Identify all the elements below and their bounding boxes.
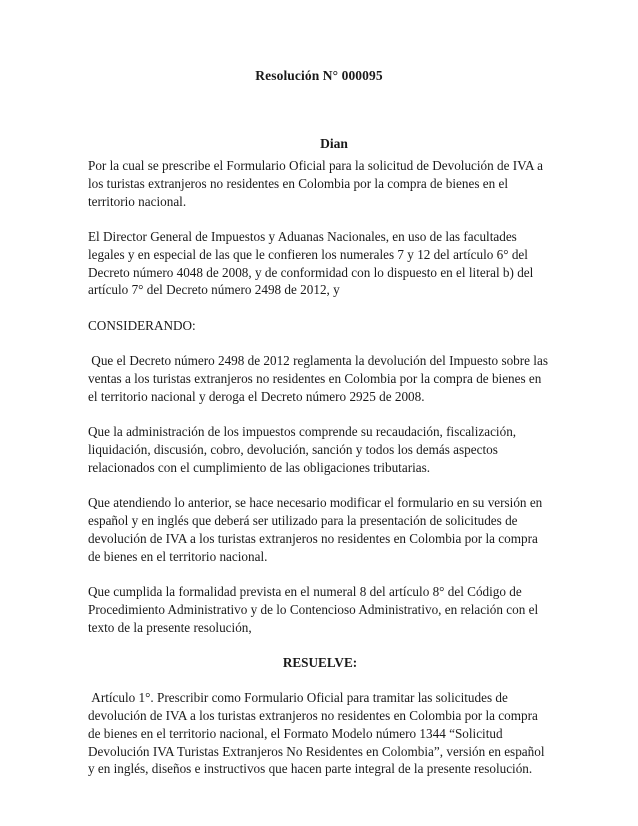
resolution-title: Resolución N° 000095 [255,68,383,83]
issuing-entity: Dian [320,136,348,151]
resuelve-heading: RESUELVE: [282,654,358,670]
purpose-paragraph: Por la cual se prescribe el Formulario Oficial para la solicitud de Devolución de IVA a los turistas extranjeros no residentes en Colombia por la compra de bienes en el territorio nacional. [88,158,543,209]
considerando-paragraph-2: Que la administración de los impuestos comprende su recaudación, fiscalización, liquidación, discusión, cobro, devolución, sanción y todos los demás aspectos relacionados con el cumplimiento de las obligaciones tributarias. [88,424,517,475]
considerando-heading: CONSIDERANDO: [88,317,196,333]
considerando-paragraph-1: Que el Decreto número 2498 de 2012 reglamenta la devolución del Impuesto sobre las ventas a los turistas extranjeros no residentes en Colombia por la compra de bienes en el territorio nacional y deroga el Decreto número 2925 de 2008. [88,353,548,404]
considerando-paragraph-4: Que cumplida la formalidad prevista en el numeral 8 del artículo 8° del Código de Procedimiento Administrativo y de lo Contencioso Administrativo, en relación con el texto de la presente resolución, [88,583,539,635]
authority-paragraph: El Director General de Impuestos y Aduanas Nacionales, en uso de las facultades legales y en especial de las que le confieren los numerales 7 y 12 del artículo 6° del Decreto número 4048 de 2008, y de conformidad con lo dispuesto en el literal b) del artículo 7° del Decreto número 2498 de 2012, y [88,228,534,298]
document-body [88,157,552,796]
article-1-paragraph: Artículo 1°. Prescribir como Formulario Oficial para tramitar las solicitudes de devolución de IVA a los turistas extranjeros no residentes en Colombia por la compra de bienes en el territorio nacional, el Formato Modelo número 1344 “Solicitud Devolución IVA Turistas Extranjeros No Residentes en Colombia”, versión en español y en inglés, diseños e instructivos que hacen parte integral de la presente resolución. [88,690,545,777]
considerando-paragraph-3: Que atendiendo lo anterior, se hace necesario modificar el formulario en su versión en español y en inglés que deberá ser utilizado para la presentación de solicitudes de devolución de IVA a los turistas extranjeros no residentes en Colombia por la compra de bienes en el territorio nacional. [88,495,543,564]
